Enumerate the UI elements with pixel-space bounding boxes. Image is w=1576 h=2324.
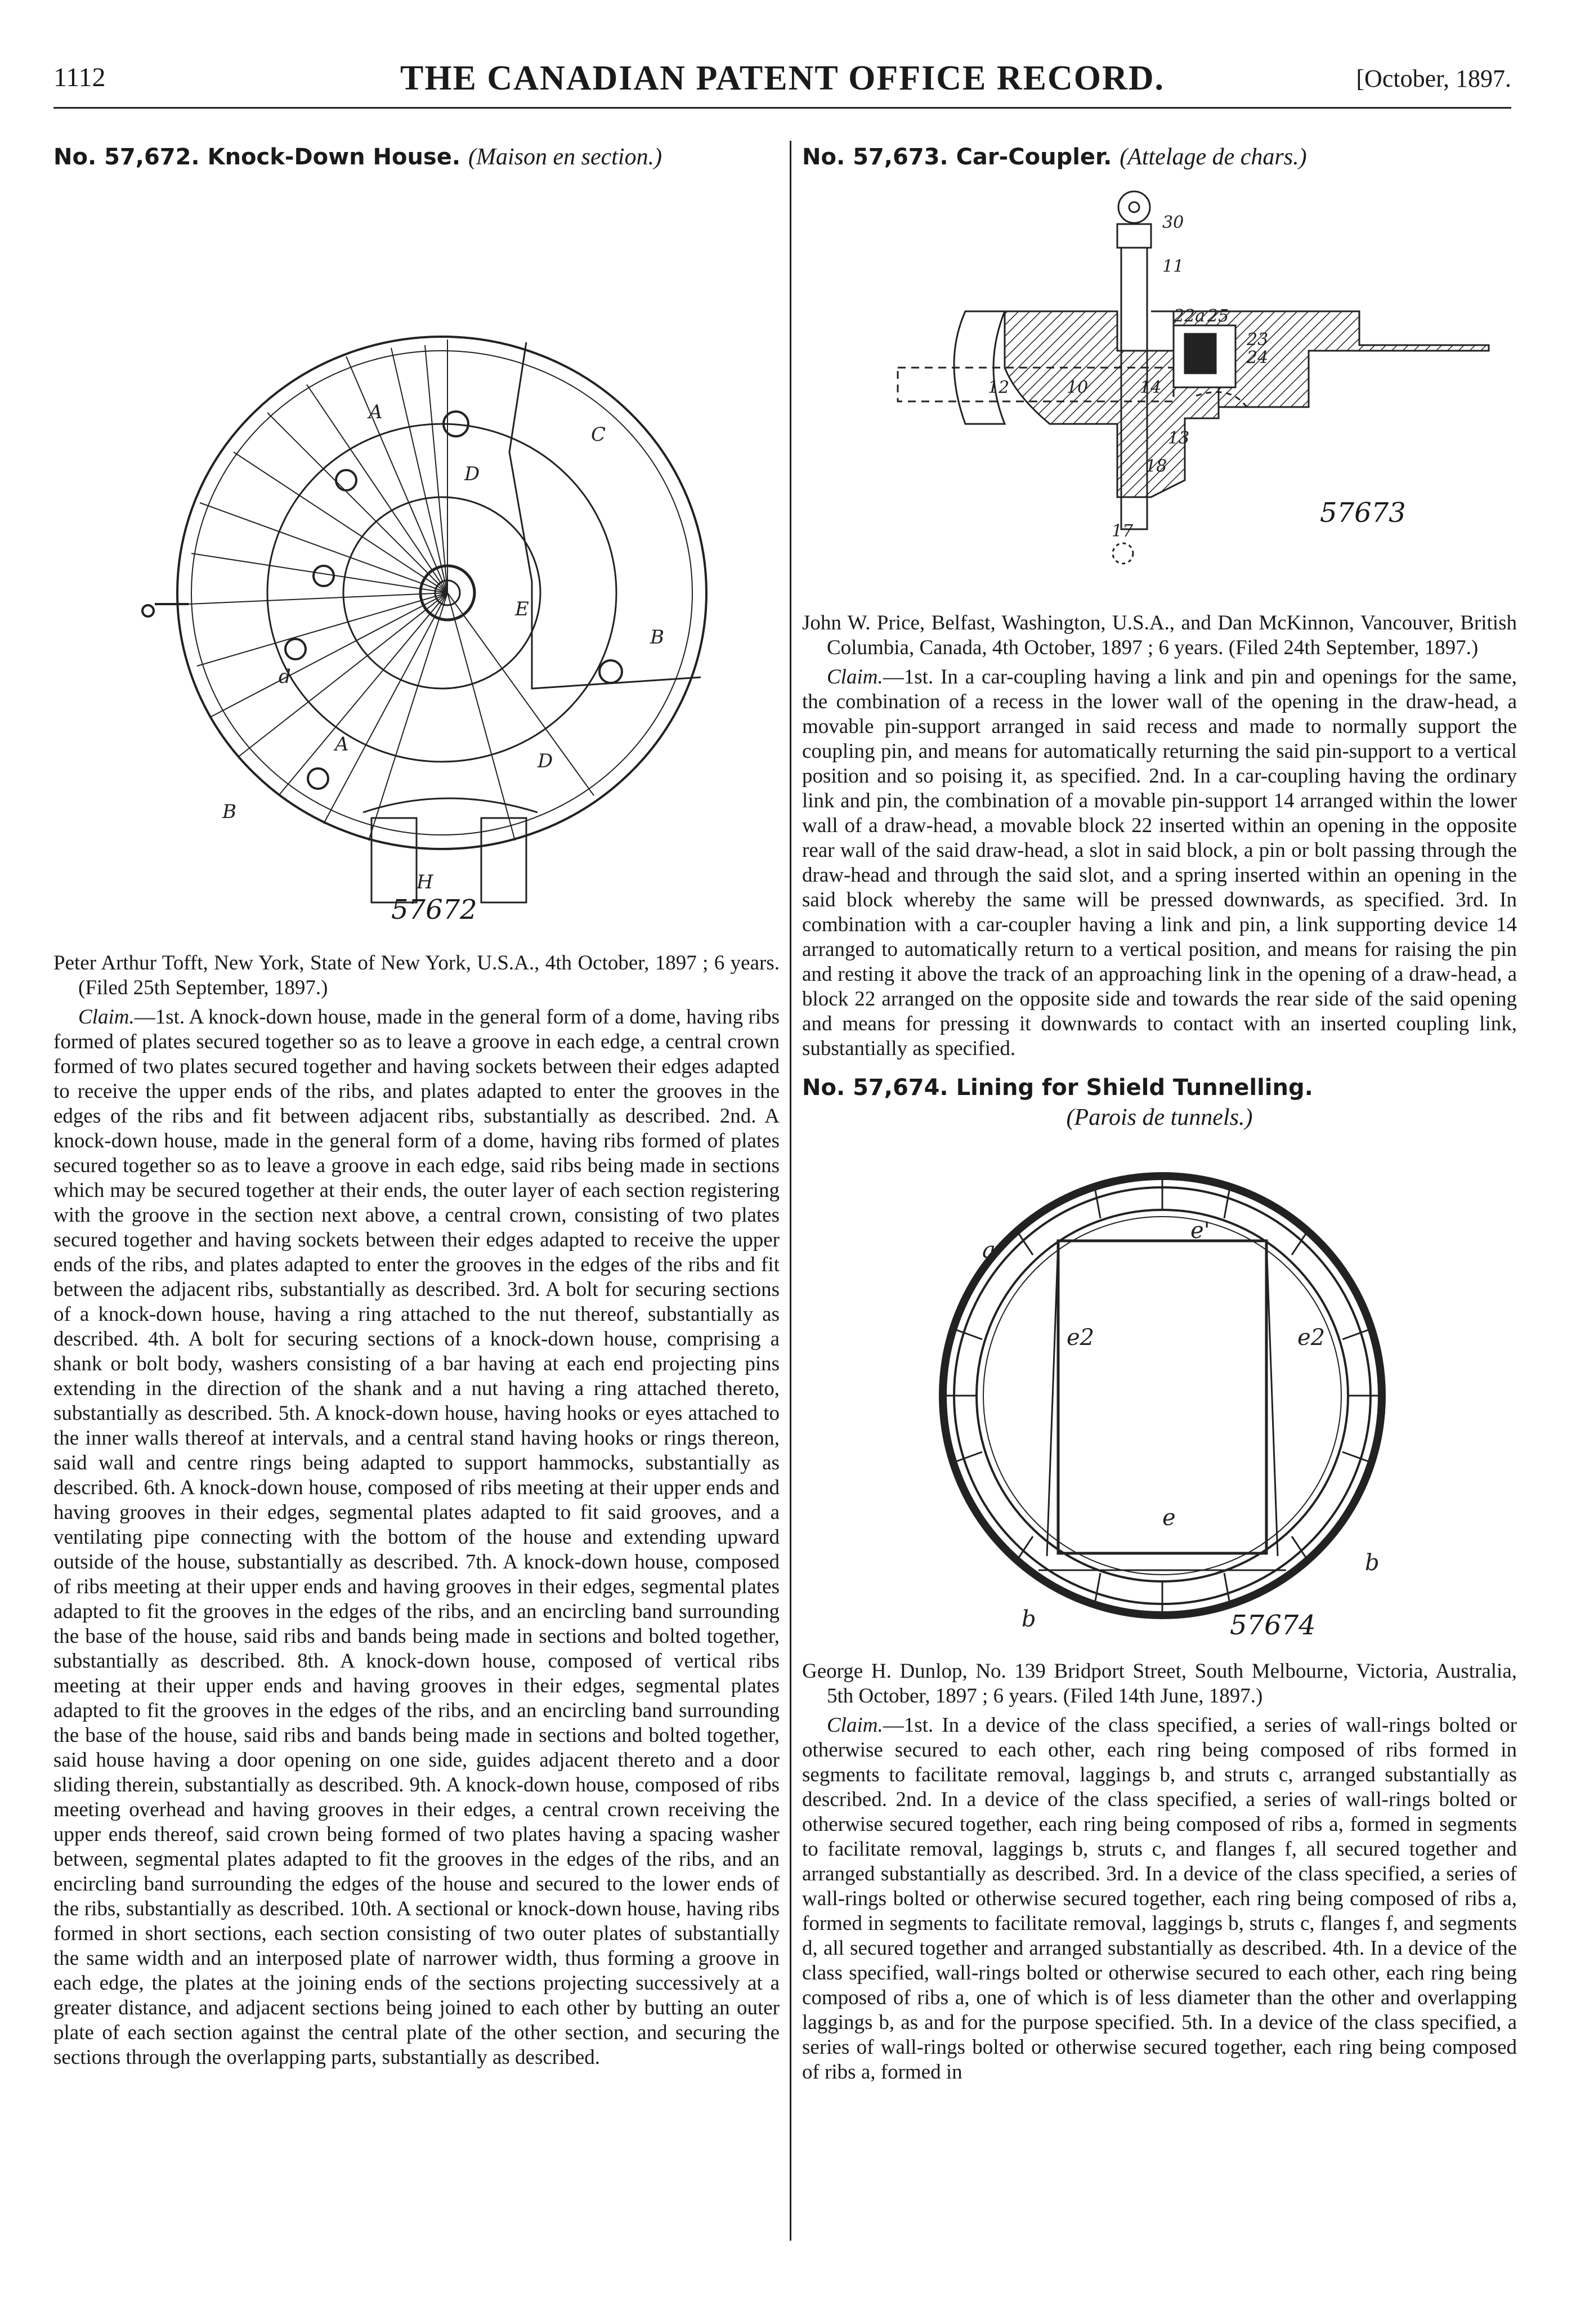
fig2-label-18: 18 — [1145, 457, 1167, 476]
fig1-label-B-left: B — [222, 801, 236, 823]
figure-number: 57673 — [1320, 497, 1406, 529]
fig1-label-A-bottom: A — [335, 733, 349, 756]
car-coupler-figure — [802, 182, 1517, 587]
claim-body: —1st. In a car-coupling having a link and pin and openings for the same, the combination of a recess in the lower wall of the opening in the draw-head, a movable pin-support arranged in said recess and made to normally support the coupling pin, and means for automatically returning the said pin-support to a vertical position and so poising it, as specified. 2nd. In a car-coupling having the ordinary link and pin, the combination of a movable pin-support 14 arranged within the lower wall of a draw-head, a movable block 22 inserted within an opening in the opposite rear wall of the said draw-head, a slot in said block, a pin or bolt passing through the draw-head and through the said slot, and a spring inserted within an opening in the said block whereby the same will be pressed downwards, as specified. 3rd. In combination with a car-coupler having a link and pin, a link supporting device 14 arranged to automatically return to a vertical position, and means for raising the pin and resting it above the track of an approaching link in the opening of a draw-head, a block 22 arranged on the opposite side and towards the rear side of the said opening and means for pressing it downwards to contact with an inserted coupling link, substantially as specified. — [802, 665, 1517, 1060]
claims-text — [53, 1005, 780, 2070]
patent-title-french: (Parois de tunnels.) — [1066, 1105, 1253, 1130]
fig2-label-10: 10 — [1067, 378, 1089, 397]
fig1-label-E: E — [515, 598, 529, 620]
fig3-label-a: a — [982, 1237, 996, 1263]
fig3-label-e1: e' — [1190, 1218, 1210, 1244]
fig2-label-25: 25 — [1207, 306, 1229, 326]
patent-number: No. 57,672. — [53, 144, 200, 170]
fig2-label-22a: 22a — [1174, 306, 1206, 326]
fig1-label-D-bottom: D — [538, 750, 553, 772]
patent-number: No. 57,674. — [802, 1075, 948, 1101]
fig3-label-e: e — [1162, 1505, 1176, 1531]
claim-body: —1st. A knock-down house, made in the general form of a dome, having ribs formed of plates secured together so as to leave a groove in each edge, a central crown formed of two plates secured together and having sockets between their edges adapted to receive the upper ends of the ribs, and plates adapted to enter the grooves in the edges of the ribs and fit between adjacent ribs, substantially as described. 2nd. A knock-down house, made in the general form of a dome, having ribs formed of plates secured together so as to leave a groove in each edge, said ribs being made in sections which may be secured together at their ends, the outer layer of each section registering with the groove in the section next above, a central crown, consisting of two plates secured together and having sockets between their edges adapted to receive the upper ends of the ribs, and plates adapted to enter the grooves in the edges of the ribs and fit between the adjacent ribs, substantially as described. 3rd. A bolt for securing sections of a knock-down house, having a ring attached to the nut thereof, substantially as described. 4th. A bolt for securing sections of a knock-down house, comprising a shank or bolt body, washers consisting of a bar having at each end projecting pins extending in the direction of the shank and a nut having a ring attached thereto, substantially as described. 5th. A knock-down house, having hooks or eyes attached to the inner walls thereof at intervals, and a central stand having hooks or rings thereon, said wall and centre rings being adapted to support hammocks, substantially as described. 6th. A knock-down house, composed of ribs meeting at their upper ends and having grooves in their edges, segmental plates adapted to fit said grooves, and a ventilating pipe connecting with the bottom of the house and extending upward outside of the house, substantially as described. 7th. A knock-down house, composed of ribs meeting at their upper ends and having grooves in their edges, segmental plates adapted to fit the grooves in the edges of the ribs, and an encircling band surrounding the base of the house, said ribs and bands being made in sections and bolted together, substantially as described. 8th. A knock-down house, composed of vertical ribs meeting at their upper ends and having grooves in their edges, segmental plates adapted to fit the grooves in the edges of the ribs, and an encircling band surrounding the base of the house, said ribs and bands being made in sections and bolted together, said house having a door opening on one side, guides adjacent thereto and a door sliding therein, substantially as described. 9th. A knock-down house, composed of ribs meeting overhead and having grooves in their edges, a central crown receiving the upper ends thereof, said crown being formed of two plates having a spacing washer between, segmental plates adapted to fit the grooves in the edges of the ribs, and an encircling band surrounding the edges of the house and secured to the lower ends of the ribs, substantially as described. 10th. A sectional or knock-down house, having ribs formed in short sections, each section consisting of two outer plates of substantially the same width and an interposed plate of narrower width, thus forming a groove in each edge, the plates at the joining ends of the sections projecting successively at a greater distance, and adjacent sections being joined to each other by butting an outer plate of each section against the central plate of the other section, and securing the sections through the overlapping parts, substantially as described. — [53, 1005, 780, 2069]
inventor-info: George H. Dunlop, No. 139 Bridport Street, South Melbourne, Victoria, Australia, 5th October, 1897 ; 6 years. (Filed 14th June, 1897.) — [802, 1660, 1517, 1708]
tunnel-lining-figure — [802, 1142, 1517, 1649]
claim-label: Claim. — [827, 1714, 883, 1737]
fig3-label-b-left: b — [1022, 1606, 1036, 1632]
claim-body: —1st. In a device of the class specified, a series of wall-rings bolted or otherwise secured to each other, each ring being composed of ribs formed in segments to facilitate removal, laggings b, and struts c, arranged substantially as described. 2nd. In a device of the class specified, a series of wall-rings bolted or otherwise secured together, each ring being composed of ribs a, formed in segments to facilitate removal, laggings b, struts c, and flanges f, all secured together and arranged substantially as described. 3rd. In a device of the class specified, a series of wall-rings bolted or otherwise secured together, each ring being composed of ribs a, formed in segments to facilitate removal, laggings b, struts c, flanges f, and segments d, all secured together and arranged substantially as described. 4th. In a device of the class specified, wall-rings bolted or otherwise secured to each other, each ring being composed of ribs a, one of which is of less diameter than the other and overlapping laggings b, as and for the purpose specified. 5th. In a device of the class specified, a series of wall-rings bolted or otherwise secured together, each ring being composed of ribs a, formed in — [802, 1714, 1517, 2084]
fig1-label-D-top: D — [464, 463, 480, 485]
patent-heading — [802, 144, 1517, 171]
right-column — [802, 144, 1517, 2085]
knock-down-house-figure — [53, 187, 780, 931]
fig2-label-13: 13 — [1168, 428, 1190, 448]
patent-title-french: (Attelage de chars.) — [1120, 144, 1307, 170]
fig1-label-C: C — [591, 423, 606, 446]
journal-title: THE CANADIAN PATENT OFFICE RECORD. — [400, 59, 1165, 97]
claim-label: Claim. — [78, 1005, 135, 1029]
fig2-label-14: 14 — [1140, 378, 1162, 397]
inventor-info: Peter Arthur Tofft, New York, State of New York, U.S.A., 4th October, 1897 ; 6 years. (Filed 25th September, 1897.) — [53, 951, 780, 999]
fig3-label-e2-right: e2 — [1297, 1325, 1326, 1351]
page-header — [53, 56, 1511, 109]
fig2-label-24: 24 — [1247, 348, 1269, 368]
fig1-label-d: d — [279, 665, 291, 688]
patent-heading — [802, 1075, 1517, 1101]
fig2-label-17: 17 — [1112, 521, 1134, 541]
patent-title: Knock-Down House. — [207, 144, 461, 170]
patent-heading — [53, 144, 780, 171]
fig2-label-23: 23 — [1247, 330, 1269, 350]
page-number: 1112 — [53, 62, 106, 92]
patent-title: Lining for Shield Tunnelling. — [956, 1075, 1313, 1101]
left-column — [53, 144, 780, 2070]
fig3-label-e2-left: e2 — [1067, 1325, 1095, 1351]
fig3-label-b-right: b — [1365, 1550, 1380, 1576]
claims-text — [802, 1713, 1517, 2085]
figure-number: 57674 — [1230, 1610, 1316, 1641]
patent-number: No. 57,673. — [802, 144, 948, 170]
car-coupler-drawing — [802, 182, 1517, 587]
issue-date: [October, 1897. — [1356, 65, 1511, 92]
patent-title: Car-Coupler. — [956, 144, 1112, 170]
inventor-info: John W. Price, Belfast, Washington, U.S.A., and Dan McKinnon, Vancouver, British Columbia, Canada, 4th October, 1897 ; 6 years. (Filed 24th September, 1897.) — [802, 611, 1517, 659]
fig1-label-A-top: A — [369, 401, 383, 423]
column-divider — [790, 141, 791, 2241]
fig1-label-H: H — [417, 871, 433, 893]
fig1-label-B-right: B — [650, 626, 664, 649]
claim-label: Claim. — [827, 665, 883, 689]
fig2-label-12: 12 — [988, 378, 1010, 397]
fig2-label-11: 11 — [1162, 257, 1184, 276]
tunnel-lining-drawing — [802, 1142, 1517, 1649]
figure-number: 57672 — [391, 894, 477, 926]
claims-text — [802, 665, 1517, 1061]
fig2-label-30: 30 — [1162, 213, 1184, 233]
house-plan-drawing — [53, 187, 780, 931]
patent-title-french: (Maison en section.) — [468, 144, 662, 170]
